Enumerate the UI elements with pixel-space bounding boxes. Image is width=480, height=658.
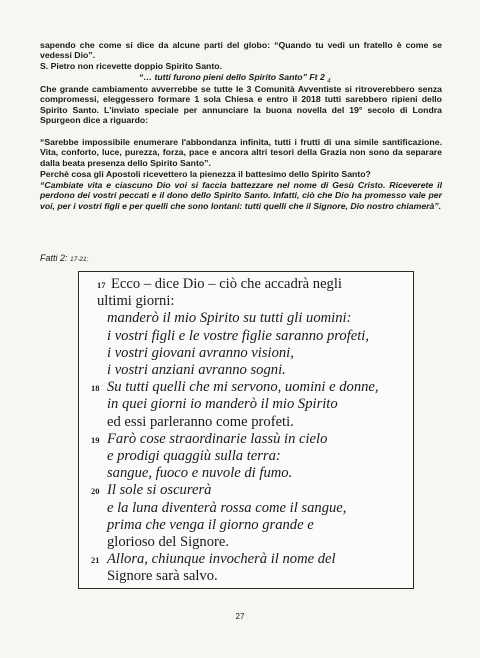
verse-number: 19: [91, 434, 100, 445]
scripture-line: Farò cose straordinarie lassù in cielo: [107, 430, 328, 447]
paragraph-spurgeon-quote: “Sarebbe impossibile enumerare l'abbondanza infinita, tutti i frutti di una simile santificazione. Vita, conforto, luce, purezza, forza, pace e ancora altri tesori della Grazia non sono da separare dalla beata presenza dello Spirito Santo”.: [40, 137, 442, 168]
scripture-line: ed essi parleranno come profeti.: [107, 413, 294, 430]
scripture-line: e prodigi quaggiù sulla terra:: [107, 448, 281, 464]
scripture-line: Ecco – dice Dio – ciò che accadrà negli: [111, 276, 342, 292]
scripture-line: in quei giorni io manderò il mio Spirito: [107, 396, 338, 413]
page-number: 27: [235, 612, 245, 621]
scripture-line: e la luna diventerà rossa come il sangue,: [107, 499, 347, 516]
scripture-line: Il sole si oscurerà: [107, 482, 212, 499]
scripture-line: sangue, fuoco e nuvole di fumo.: [107, 465, 293, 482]
verse-number: 20: [91, 486, 100, 497]
scripture-line: i vostri giovani avranno visioni,: [107, 344, 294, 361]
paragraph-pietro: S. Pietro non ricevette doppio Spirito Santo.: [40, 61, 222, 71]
scripture-line: glorioso del Signore.: [107, 534, 230, 550]
fatti-verses: 17-21:: [70, 256, 89, 263]
verse-number: 21: [91, 555, 100, 566]
scripture-quote-text: “… tutti furono pieni dello Spirito Santo” Ft 2: [139, 72, 325, 82]
scripture-line: Su tutti quelli che mi servono, uomini e donne,: [107, 379, 379, 396]
verse-number: 17: [97, 280, 106, 290]
fatti-reference: [40, 253, 88, 263]
scripture-line: manderò il mio Spirito su tutti gli uomini:: [107, 310, 352, 327]
scripture-line: Signore sarà salvo.: [107, 568, 218, 585]
fatti-label: Fatti 2:: [40, 253, 68, 263]
paragraph-acts-quote: “Cambiate vita e ciascuno Dio voi si faccia battezzare nel nome di Gesù Cristo. Riceverete il perdono dei vostri peccati e il dono dello Spirito Santo. Infatti, ciò che Dio ha promesso vale per voi, per i vostri figli e per quelli che sono lontani: tutti quelli che il Signore, Dio nostro chiamerà”.: [40, 180, 442, 211]
scripture-line: i vostri figli e le vostre figlie saranno profeti,: [107, 327, 369, 344]
scripture-line: Allora, chiunque invocherà il nome del: [107, 551, 336, 568]
scripture-line: i vostri anziani avranno sogni.: [107, 362, 286, 378]
scripture-quote-ref: 4: [327, 78, 331, 85]
paragraph-intro: sapendo che come si dice da alcune parti del globo: “Quando tu vedi un fratello è come se vedessi Dio”.: [40, 40, 442, 61]
paragraph-question: Perchè cosa gli Apostoli ricevettero la pienezza il battesimo dello Spirito Santo?: [40, 169, 371, 179]
verse-number: 18: [91, 383, 100, 394]
scripture-box: [78, 271, 414, 589]
scripture-line: ultimi giorni:: [97, 293, 175, 310]
paragraph-comunita: Che grande cambiamento avverrebbe se tutte le 3 Comunità Avventiste si ritroverebbero senza compromessi, eleggessero formare 1 sola Chiesa e entro il 2018 tutti sarebbero ripieni dello Spirito Santo. L'inviato speciale per annunciare la buona novella del 19° secolo di Londra Spurgeon dice a riguardo:: [40, 84, 442, 126]
scripture-line: prima che venga il giorno grande e: [107, 516, 314, 533]
